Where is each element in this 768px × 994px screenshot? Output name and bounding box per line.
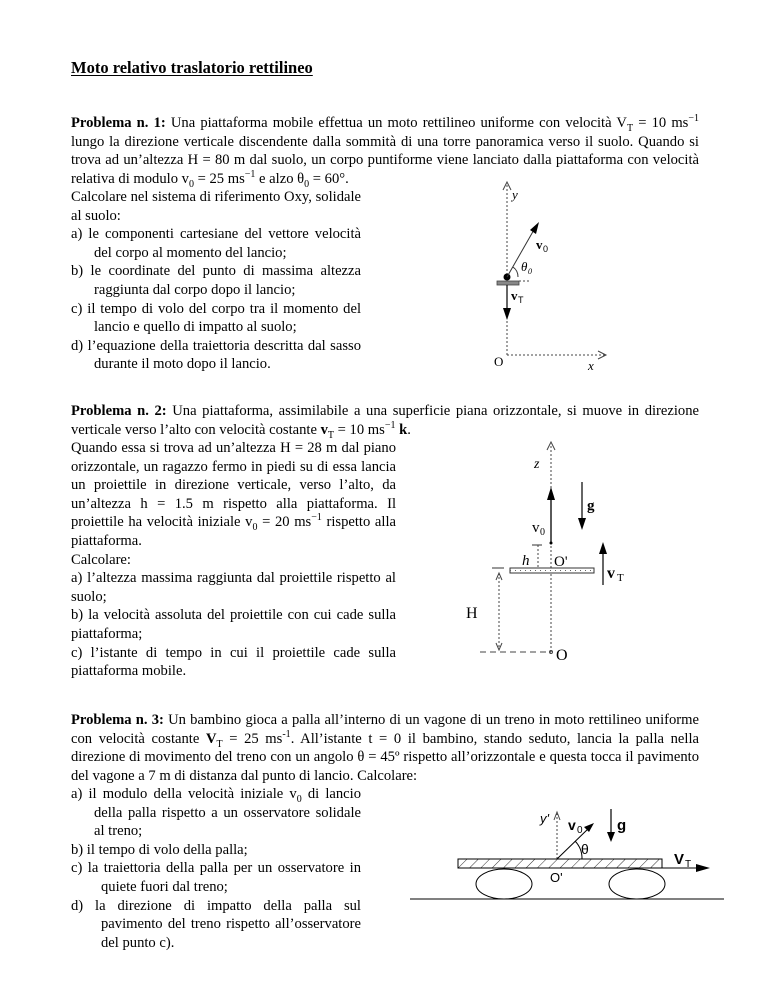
problem-1-label: Problema n. 1: (71, 115, 166, 131)
theta0-label: θ (521, 259, 528, 274)
problem-2-item-b: b) la velocità assoluta del proiettile con cui cade sulla piattaforma; (71, 607, 396, 642)
z-axis-label: z (534, 457, 540, 472)
problem-1-request: Calcolare nel sistema di riferimento Oxy, solidale al suolo: (71, 189, 361, 224)
problem-2-questions (71, 439, 396, 681)
problem-1-item-c: c) il tempo di volo del corpo tra il momento del lancio e quello di impatto al suolo; (71, 300, 361, 336)
problem-2-intro: Problema n. 2: Una piattaforma, assimilabile a una superficie piana orizzontale, si muove in direzione verticale verso l’alto con velocità costante $v_T = 10$ $ms^{-1}$ k. (71, 403, 699, 441)
vt-label: V (674, 851, 685, 868)
o-prime-label: O' (550, 870, 563, 885)
svg-text:0: 0 (543, 244, 549, 254)
problem-3-questions (71, 785, 361, 952)
problem-3-item-a: a) il modulo della velocità iniziale $v_0$ di lancio della palla rispetto a un osservatore solidale al treno; (71, 786, 361, 840)
x-axis-label: x (588, 358, 594, 373)
problem-3-item-c: c) la traiettoria della palla per un osservatore in quiete fuori dal treno; (71, 860, 361, 895)
y-prime-axis-label: y' (540, 811, 549, 826)
problem-1-intro: Problema n. 1: Una piattaforma mobile effettua un moto rettilineo uniforme con velocità $V_T = 10$ $ms^{-1}$ lungo la direzione verticale discendente dalla sommità di una torre panoramica verso il suolo. Quando si trova ad un’altezza H = 80 m dal suolo, un corpo puntiforme viene lanciato dalla piattaforma con velocità relativa di modulo $v_0 = 25$ $ms^{-1}$ e alzo $\theta_0 = 60^\circ$. (71, 113, 699, 190)
page-title: Moto relativo traslatorio rettilineo (71, 58, 313, 77)
svg-text:0: 0 (577, 825, 583, 836)
big-h-label: H (466, 605, 478, 622)
problem-3-label: Problema n. 3: (71, 712, 164, 728)
problem-1-item-d: d) l’equazione della traiettoria descritta dal sasso durante il moto dopo il lancio. (71, 337, 361, 373)
svg-text:0: 0 (528, 267, 532, 276)
problem-1-questions (71, 188, 361, 374)
v0-label: v (568, 817, 576, 833)
origin-label: O (556, 647, 568, 664)
v0-label: v (532, 520, 540, 536)
problem-1-item-b: b) le coordinate del punto di massima altezza raggiunta dal corpo dopo il lancio; (71, 263, 361, 298)
svg-text:0: 0 (540, 527, 545, 538)
svg-text:T: T (685, 859, 692, 870)
problem-3-figure (400, 790, 730, 920)
problem-1-item-a: a) le componenti cartesiane del vettore velocità del corpo al momento del lancio; (71, 226, 361, 261)
g-label: g (617, 817, 627, 834)
h-label: h (522, 553, 530, 569)
vt-label: v (511, 288, 518, 303)
problem-3-intro: Problema n. 3: Un bambino gioca a palla all’interno di un vagone di un treno in moto rettilineo uniforme con velocità costante $V_T = 25$ $ms^{-1}$. All’istante t = 0 il bambino, stando seduto, lancia la palla nella direzione di movimento del treno con un angolo θ = 45º rispetto all’orizzontale e questa tocca il pavimento del vagone a 7 m di distanza dal punto di lancio. Calcolare: (71, 712, 699, 784)
problem-3-item-b: b) il tempo di volo della palla; (71, 841, 248, 858)
theta-label: θ (581, 841, 589, 857)
g-label: g (587, 498, 595, 514)
vt-label: v (607, 565, 615, 582)
problem-3-item-d: d) la direzione di impatto della palla sul pavimento del treno rispetto all’osservatore del punto c). (71, 897, 361, 951)
svg-text:T: T (617, 572, 624, 584)
problem-2-figure (440, 440, 660, 670)
problem-1-figure (480, 180, 700, 380)
o-prime-label: O' (554, 554, 568, 570)
svg-text:T: T (518, 295, 524, 305)
y-axis-label: y (512, 187, 518, 202)
problem-2-item-c: c) l’istante di tempo in cui il proiettile cade sulla piattaforma mobile. (71, 644, 396, 680)
problem-2-label: Problema n. 2: (71, 403, 167, 419)
v0-label: v (536, 237, 543, 252)
problem-2-request: Calcolare: (71, 551, 131, 568)
problem-2-body: Quando essa si trova ad un’altezza H = 28 m dal piano orizzontale, un ragazzo fermo in piedi su di essa lancia un proiettile in direzione verticale, verso l’alto, da un’altezza h = 1.5 m rispetto alla piattaforma. Il proiettile ha velocità iniziale $v_0 = 20$ $ms^{-1}$ rispetto alla piattaforma. (71, 440, 396, 549)
problem-2-item-a: a) l’altezza massima raggiunta dal proiettile rispetto al suolo; (71, 570, 396, 605)
origin-label: O (494, 354, 504, 369)
